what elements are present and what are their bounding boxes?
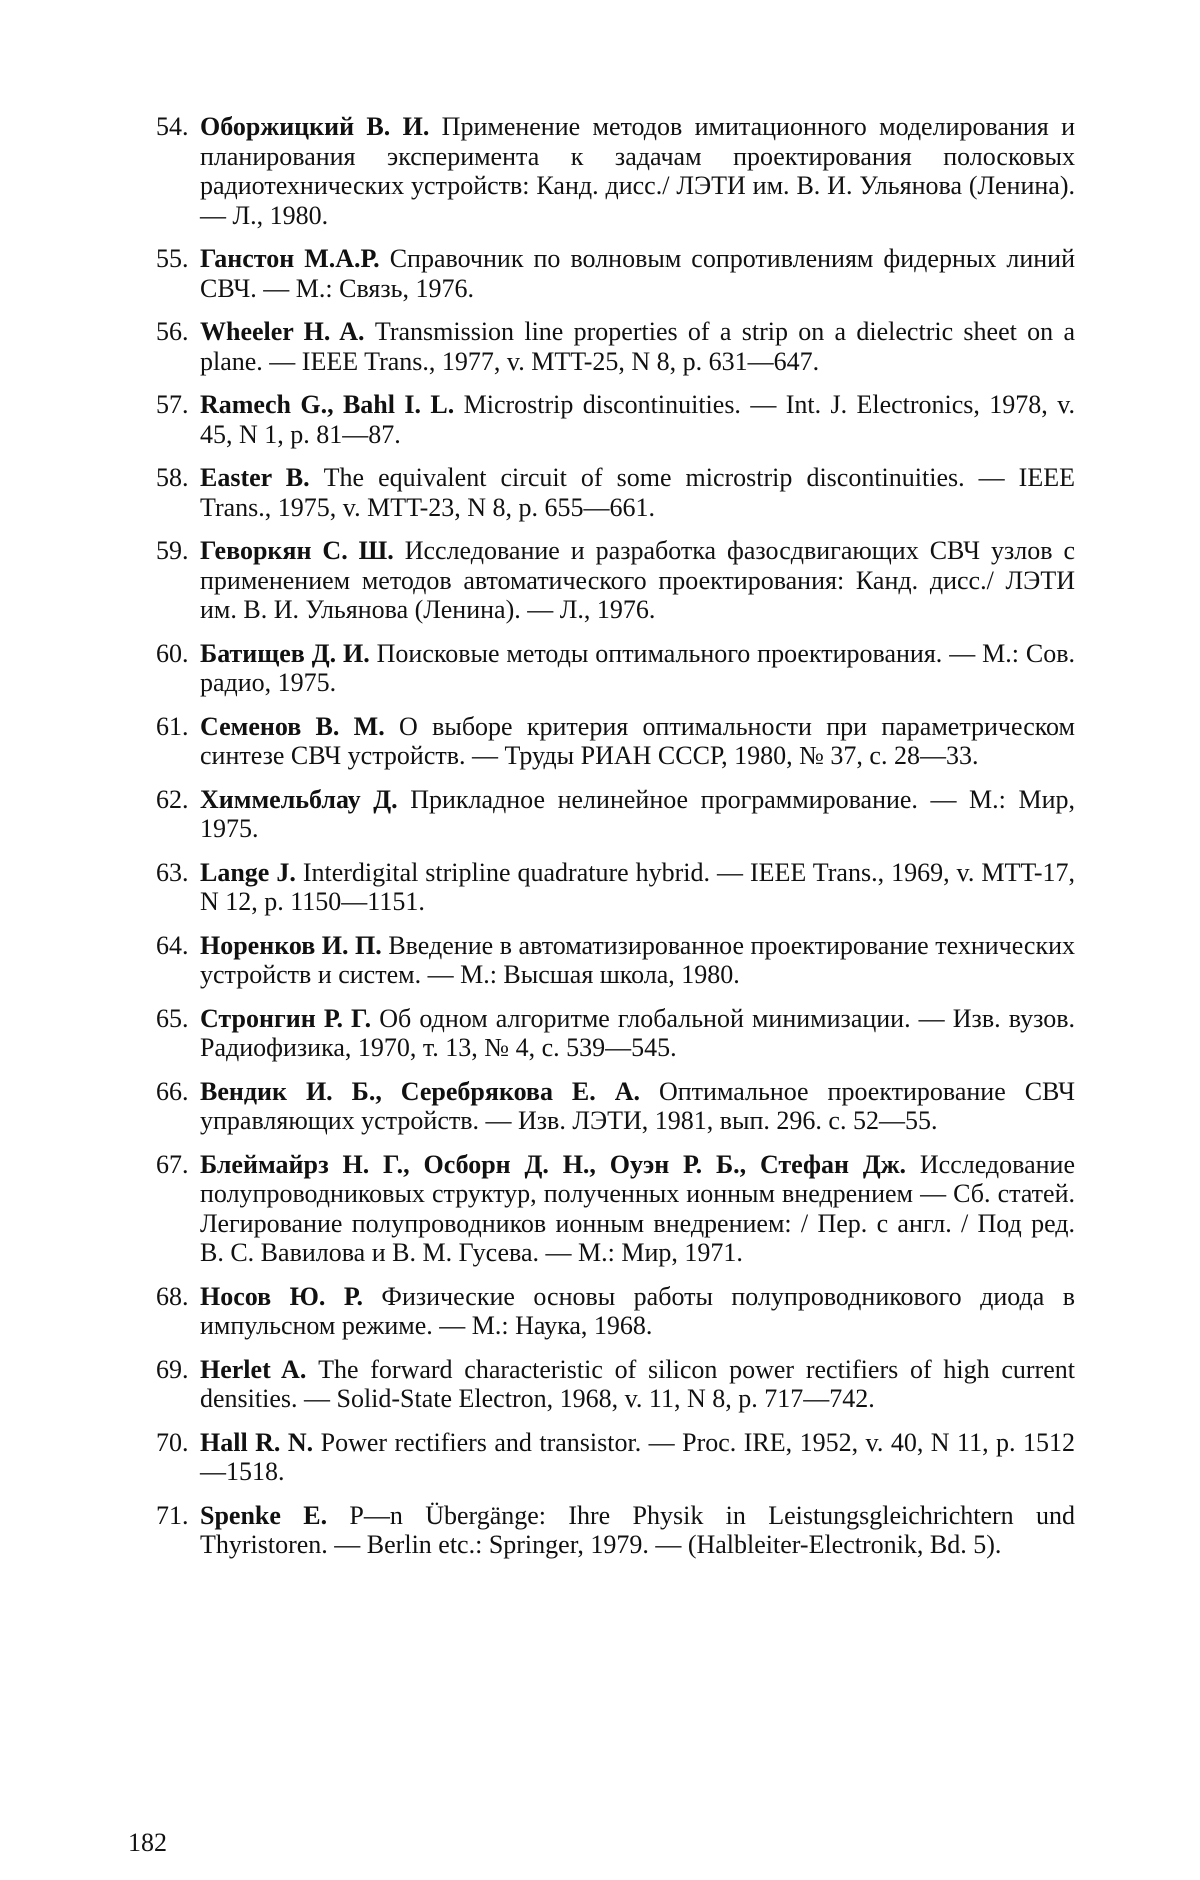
reference-text: Справочник по волновым сопротивлениям фидерных линий СВЧ. — М.: Связь, 1976. (200, 244, 1075, 303)
reference-number: 66. (156, 1076, 189, 1106)
reference-text: Об одном алгоритме глобальной минимизации. — Изв. вузов. Радиофизика, 1970, т. 13, № 4, с. 539—545. (200, 1003, 1075, 1062)
reference-item (156, 244, 1075, 303)
reference-authors: Ганстон М.А.Р. (200, 244, 390, 273)
reference-authors: Батищев Д. И. (200, 638, 377, 668)
reference-number: 68. (156, 1281, 189, 1311)
reference-item (156, 930, 1075, 990)
reference-authors: Стронгин Р. Г. (200, 1003, 380, 1033)
reference-number: 56. (156, 317, 189, 346)
reference-authors: Оборжицкий В. И. (200, 112, 442, 141)
reference-authors: Herlet A. (200, 1354, 319, 1384)
reference-text: The forward characteristic of silicon power rectifiers of high current densities. — Solid-State Electron, 1968, v. 11, N 8, p. 717—742. (200, 1354, 1075, 1413)
reference-number: 58. (156, 463, 189, 492)
reference-number: 63. (156, 857, 189, 887)
reference-authors: Вендик И. Б., Серебрякова Е. А. (200, 1076, 659, 1106)
reference-number: 71. (156, 1500, 189, 1530)
reference-list (156, 112, 1076, 1574)
reference-item (156, 1500, 1075, 1560)
reference-number: 69. (156, 1354, 189, 1384)
reference-authors: Wheeler H. A. (200, 317, 375, 346)
reference-number: 67. (156, 1149, 189, 1179)
reference-item (156, 638, 1075, 698)
reference-number: 54. (156, 112, 189, 141)
reference-item (156, 463, 1075, 522)
reference-authors: Lange J. (200, 857, 303, 887)
reference-text: Физические основы работы полупроводникового диода в импульсном режиме. — М.: Наука, 1968. (200, 1281, 1075, 1340)
reference-text: Interdigital stripline quadrature hybrid. — IEEE Trans., 1969, v. MTT-17, N 12, p. 1150—1151. (200, 857, 1075, 916)
reference-item (156, 317, 1075, 376)
reference-authors: Spenke E. (200, 1500, 350, 1530)
reference-item (156, 1281, 1075, 1341)
reference-authors: Блеймайрз Н. Г., Осборн Д. Н., Оуэн Р. Б., Стефан Дж. (200, 1149, 920, 1179)
reference-text: Оптимальное проектирование СВЧ управляющих устройств. — Изв. ЛЭТИ, 1981, вып. 296. с. 52—55. (200, 1076, 1075, 1135)
reference-item (156, 536, 1075, 625)
reference-number: 61. (156, 711, 189, 741)
reference-authors: Hall R. N. (200, 1427, 321, 1457)
page-number: 182 (128, 1828, 167, 1857)
reference-authors: Ramech G., Bahl I. L. (200, 390, 464, 419)
reference-text: Power rectifiers and transistor. — Proc. IRE, 1952, v. 40, N 11, p. 1512—1518. (200, 1427, 1075, 1486)
reference-item (156, 1427, 1075, 1487)
reference-item (156, 1003, 1075, 1063)
reference-text: Применение методов имитационного моделирования и планирования эксперимента к задачам проектирования полосковых радиотехнических устройств: Канд. дисс./ ЛЭТИ им. В. И. Ульянова (Ленина). — Л., 1980. (200, 112, 1075, 230)
reference-item (156, 1354, 1075, 1414)
reference-item (156, 1076, 1075, 1136)
reference-number: 55. (156, 244, 189, 273)
reference-item (156, 1149, 1075, 1268)
reference-authors: Семенов В. М. (200, 711, 400, 741)
reference-text: Исследование полупроводниковых структур, полученных ионным внедрением — Сб. статей. Легирование полупроводников ионным внедрением: / Пер. с англ. / Под ред. В. С. Вавилова и В. М. Гусева. — М.: Мир, 1971. (200, 1149, 1075, 1267)
reference-authors: Геворкян С. Ш. (200, 536, 405, 565)
reference-number: 64. (156, 930, 189, 960)
reference-authors: Химмельблау Д. (200, 784, 411, 814)
reference-text: Введение в автоматизированное проектирование технических устройств и систем. — М.: Высшая школа, 1980. (200, 930, 1075, 989)
reference-text: О выборе критерия оптимальности при параметрическом синтезе СВЧ устройств. — Труды РИАН СССР, 1980, № 37, с. 28—33. (200, 711, 1075, 770)
reference-text: Microstrip discontinuities. — Int. J. Electronics, 1978, v. 45, N 1, p. 81—87. (200, 390, 1076, 449)
reference-item (156, 784, 1076, 844)
reference-text: The equivalent circuit of some microstrip discontinuities. — IEEE Trans., 1975, v. MTT-23, N 8, p. 655—661. (200, 463, 1075, 522)
reference-item (156, 857, 1075, 917)
reference-number: 70. (156, 1427, 189, 1457)
reference-text: Поисковые методы оптимального проектирования. — М.: Сов. радио, 1975. (200, 638, 1075, 697)
reference-item (156, 711, 1075, 771)
reference-authors: Норенков И. П. (200, 930, 389, 960)
reference-item (156, 390, 1076, 449)
reference-text: Исследование и разработка фазосдвигающих СВЧ узлов с применением методов автоматического проектирования: Канд. дисс./ ЛЭТИ им. В. И. Ульянова (Ленина). — Л., 1976. (200, 536, 1075, 624)
reference-number: 62. (156, 784, 189, 814)
reference-text: P—n Übergänge: Ihre Physik in Leistungsgleichrichtern und Thyristoren. — Berlin etc.: Springer, 1979. — (Halbleiter-Electronik, Bd. 5). (200, 1500, 1075, 1559)
reference-text: Transmission line properties of a strip on a dielectric sheet on a plane. — IEEE Trans., 1977, v. MTT-25, N 8, p. 631—647. (200, 317, 1075, 376)
reference-number: 60. (156, 638, 189, 668)
reference-number: 57. (156, 390, 189, 419)
reference-text: Прикладное нелинейное программирование. — М.: Мир, 1975. (200, 784, 1076, 843)
reference-authors: Носов Ю. Р. (200, 1281, 382, 1311)
reference-authors: Easter B. (200, 463, 324, 492)
reference-item (156, 112, 1075, 230)
reference-number: 65. (156, 1003, 189, 1033)
reference-number: 59. (156, 536, 189, 565)
